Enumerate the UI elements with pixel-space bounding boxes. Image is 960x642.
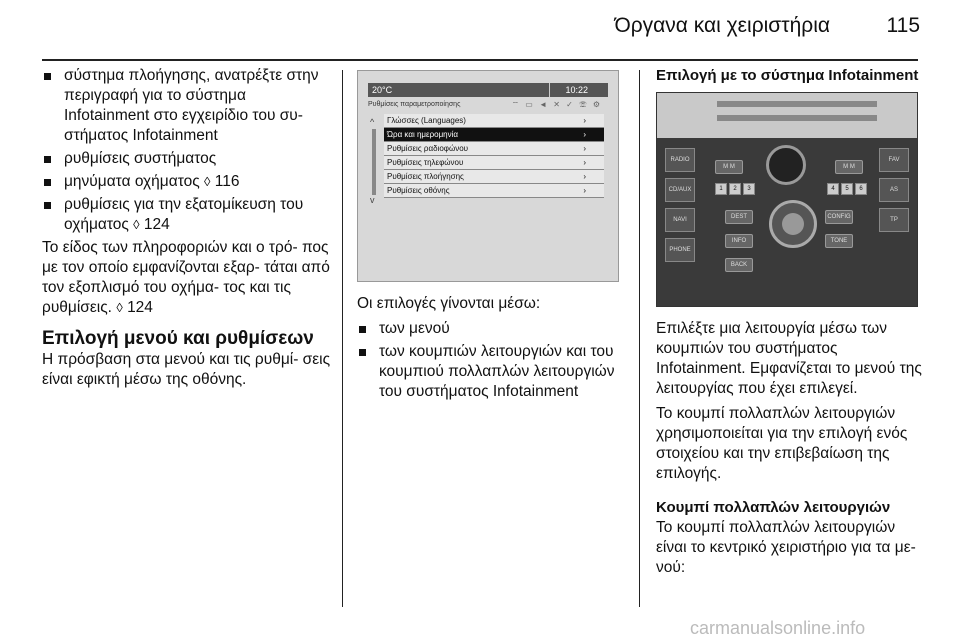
dest-button[interactable]: DEST [725, 210, 753, 224]
preset-m-button[interactable]: M M [835, 160, 863, 174]
menu-item-label: Γλώσσες (Languages) [387, 116, 466, 125]
page-reference-link[interactable]: 124 [143, 216, 170, 233]
chevron-right-icon: › [583, 172, 586, 181]
tp-button[interactable]: TP [879, 208, 909, 232]
list-item [42, 195, 332, 235]
vent-slot [717, 101, 877, 107]
menu-item-label: Ρυθμίσεις ραδιοφώνου [387, 144, 469, 153]
chevron-right-icon: › [583, 158, 586, 167]
column-divider-2 [639, 70, 640, 607]
radio-band-button[interactable]: RADIO [665, 148, 695, 172]
status-icons: ⌔ ▭ ◄ ✕ ✓ ☏ ⚙ [511, 100, 602, 109]
body-paragraph [42, 238, 332, 318]
reference-arrow-icon: ◊ [116, 300, 123, 315]
scroll-down-icon: v [370, 195, 375, 205]
page-reference-link[interactable]: 116 [214, 173, 240, 190]
screen-status-bar [368, 83, 608, 97]
info-button[interactable]: INFO [725, 234, 753, 248]
section-heading: Επιλογή μενού και ρυθμίσεων [42, 328, 314, 349]
column-3 [656, 66, 926, 583]
power-volume-knob[interactable] [766, 145, 806, 185]
preset-1-button[interactable]: 1 [715, 183, 727, 195]
back-button[interactable]: BACK [725, 258, 753, 272]
scrollbar-track [372, 129, 376, 195]
list-item: των μενού [357, 319, 629, 339]
body-paragraph: Το κουμπί πολλαπλών λειτουργιών χρησιμοποιείται για την επιλογή ενός στοιχείου και την επιβεβαίωση της επιλογής. [656, 405, 908, 482]
screen-menu-title: Ρυθμίσεις παραμετροποίησης [368, 101, 461, 108]
chevron-right-icon: › [583, 116, 586, 125]
menu-item-label: Ώρα και ημερομηνία [387, 130, 459, 139]
chevron-right-icon: › [583, 130, 586, 139]
preset-2-button[interactable]: 2 [729, 183, 741, 195]
paragraph-text: Το είδος των πληροφοριών και ο τρό- πος με τον οποίο εμφανίζονται εξαρ- τάται από τον εξοπλισμό του οχήμα- τος και τις ρυθμίσεις. [42, 239, 330, 316]
column-2 [357, 66, 629, 405]
tone-button[interactable]: TONE [825, 234, 853, 248]
cd-aux-button[interactable]: CD/AUX [665, 178, 695, 202]
menu-item-time-date[interactable] [384, 128, 604, 142]
menu-item-label: Ρυθμίσεις οθόνης [387, 186, 450, 195]
column-1 [42, 66, 332, 395]
chevron-right-icon: › [583, 186, 586, 195]
menu-item-phone[interactable] [384, 156, 604, 170]
column-divider-1 [342, 70, 343, 607]
list-item [42, 172, 332, 192]
reference-arrow-icon: ◊ [204, 174, 211, 189]
infotainment-console-photo [656, 92, 918, 307]
vent-slot [717, 115, 877, 121]
fav-button[interactable]: FAV [879, 148, 909, 172]
menu-item-navigation[interactable] [384, 170, 604, 184]
body-paragraph: Οι επιλογές γίνονται μέσω: [357, 295, 541, 312]
as-button[interactable]: AS [879, 178, 909, 202]
selection-bullet-list [357, 319, 629, 402]
list-item-text: ρυθμίσεις για την εξατομίκευση του οχήματος [64, 196, 304, 233]
console-panel [657, 138, 918, 307]
status-separator [549, 83, 550, 97]
body-paragraph: Επιλέξτε μια λειτουργία μέσω των κουμπιών του συστήματος Infotainment. Εμφανίζεται το μενού της λειτουργίας που έχει επιλεγεί. [656, 320, 922, 397]
page-reference-link[interactable]: 124 [127, 299, 153, 316]
list-item: ρυθμίσεις συστήματος [42, 149, 332, 169]
menu-item-languages[interactable] [384, 114, 604, 128]
temperature-readout: 20°C [372, 85, 393, 95]
body-paragraph: Το κουμπί πολλαπλών λειτουργιών είναι το κεντρικό χειριστήριο για τα με- νού: [656, 519, 916, 576]
scroll-up-icon: ^ [370, 117, 375, 127]
navi-button[interactable]: NAVI [665, 208, 695, 232]
watermark: carmanualsonline.info [690, 618, 866, 638]
page-header-title: Όργανα και χειριστήρια [614, 14, 830, 37]
chevron-right-icon: › [583, 144, 586, 153]
menu-list [384, 114, 604, 198]
clock-readout: 10:22 [565, 85, 588, 95]
preset-4-button[interactable]: 4 [827, 183, 839, 195]
menu-item-label: Ρυθμίσεις πλοήγησης [387, 172, 464, 181]
body-paragraph: Η πρόσβαση στα μενού και τις ρυθμί- σεις είναι εφικτή μέσω της οθόνης. [42, 351, 331, 388]
list-item: σύστημα πλοήγησης, ανατρέξτε στην περιγραφή για το σύστημα Infotainment στο εγχειρίδιο του συ- στήματος Infotainment [42, 66, 332, 146]
phone-button[interactable]: PHONE [665, 238, 695, 262]
preset-6-button[interactable]: 6 [855, 183, 867, 195]
preset-3-button[interactable]: 3 [743, 183, 755, 195]
preset-m-button[interactable]: M M [715, 160, 743, 174]
list-item: των κουμπιών λειτουργιών και του κουμπιού πολλαπλών λειτουργιών του συστήματος Infotainment [357, 342, 629, 402]
multifunction-knob-center[interactable] [782, 213, 804, 235]
menu-item-display[interactable] [384, 184, 604, 198]
display-screenshot [357, 70, 619, 282]
reference-arrow-icon: ◊ [133, 217, 140, 232]
config-button[interactable]: CONFIG [825, 210, 853, 224]
section-heading: Επιλογή με το σύστημα Infotainment [656, 67, 919, 84]
preset-5-button[interactable]: 5 [841, 183, 853, 195]
section-heading: Κουμπί πολλαπλών λειτουργιών [656, 499, 891, 516]
menu-item-label: Ρυθμίσεις τηλεφώνου [387, 158, 464, 167]
header-divider [42, 59, 918, 61]
menu-item-radio[interactable] [384, 142, 604, 156]
page-number: 115 [886, 14, 920, 37]
settings-bullet-list [42, 66, 332, 235]
list-item-text: μηνύματα οχήματος [64, 173, 200, 190]
